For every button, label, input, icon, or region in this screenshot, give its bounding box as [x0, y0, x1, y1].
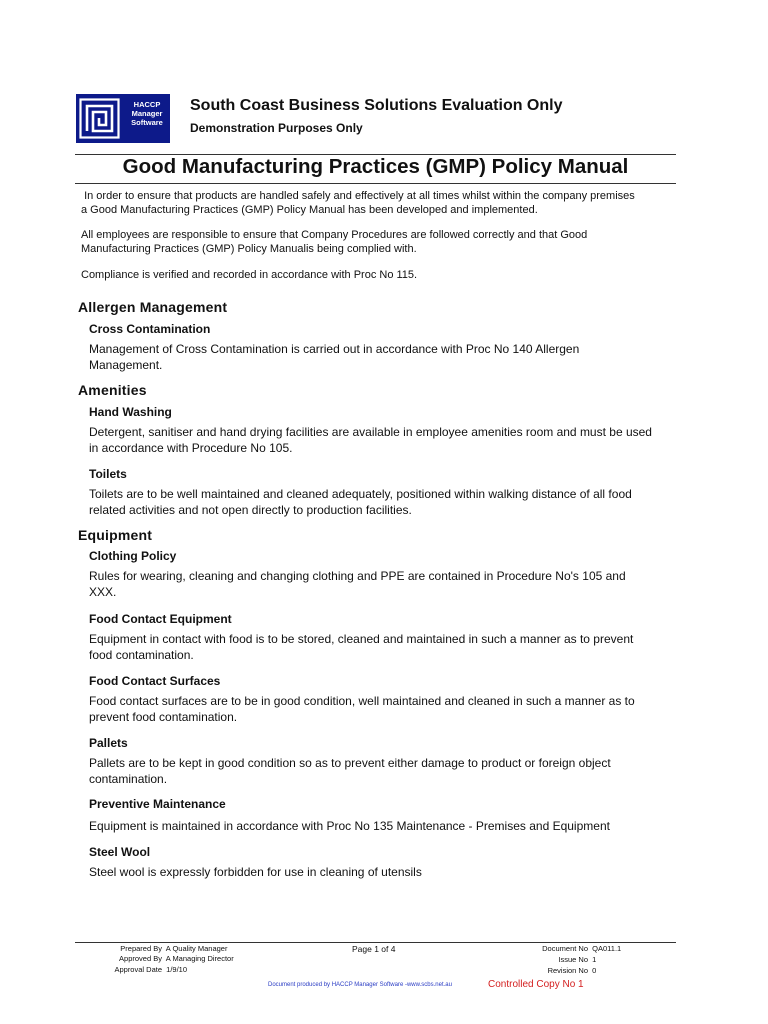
- page-title: Good Manufacturing Practices (GMP) Policy Manual: [122, 155, 629, 178]
- approved-by-label: Approved By: [119, 954, 162, 963]
- revision-no-value: 0: [592, 966, 597, 975]
- subsection-title: Hand Washing: [89, 405, 172, 419]
- page-number: Page 1 of 4: [352, 944, 396, 954]
- subsection-text: Toilets are to be well maintained and cleaned adequately, positioned within walking distance of all food related activities and not open directly to production facilities.: [89, 487, 632, 517]
- issue-no-label: Issue No: [558, 955, 588, 964]
- subsection-text: Management of Cross Contamination is carried out in accordance with Proc No 140 Allergen Management.: [89, 342, 580, 372]
- subsection-title: Preventive Maintenance: [89, 797, 226, 811]
- approval-date: [100, 965, 187, 974]
- controlled-copy: Controlled Copy No 1: [488, 979, 584, 990]
- subsection-text: Food contact surfaces are to be in good condition, well maintained and cleaned in such a manner as to prevent food contamination.: [89, 694, 635, 724]
- subsection-title: Clothing Policy: [89, 549, 177, 563]
- haccp-logo: [76, 94, 170, 143]
- prepared-by: [100, 944, 227, 953]
- issue-no-value: 1: [592, 955, 597, 964]
- spiral-logo-icon: [79, 98, 120, 139]
- subsection-title: Pallets: [89, 736, 128, 750]
- subsection-text: Equipment in contact with food is to be stored, cleaned and maintained in such a manner as to prevent food contamination.: [89, 632, 634, 662]
- subsection-text: Detergent, sanitiser and hand drying facilities are available in employee amenities room and must be used in accordance with Procedure No 105.: [89, 425, 652, 455]
- subsection-text: Steel wool is expressly forbidden for use in cleaning of utensils: [89, 865, 422, 879]
- subsection-title: Food Contact Surfaces: [89, 674, 221, 688]
- demo-notice: Demonstration Purposes Only: [190, 121, 363, 135]
- subsection-text: Rules for wearing, cleaning and changing clothing and PPE are contained in Procedure No's 105 and XXX.: [89, 569, 626, 599]
- approved-by: [100, 954, 234, 963]
- subsection-title: Food Contact Equipment: [89, 612, 232, 626]
- document-no-label: Document No: [542, 944, 588, 953]
- section-heading-allergen: Allergen Management: [78, 299, 228, 315]
- subsection-title: Toilets: [89, 467, 127, 481]
- document-no: [530, 944, 621, 953]
- prepared-by-value: A Quality Manager: [165, 944, 228, 953]
- section-heading-equipment: Equipment: [78, 527, 153, 543]
- revision-no: [530, 966, 596, 975]
- logo-line: HACCP: [133, 100, 161, 109]
- logo-text: [126, 100, 168, 127]
- prepared-by-label: Prepared By: [120, 944, 162, 953]
- subsection-text: Equipment is maintained in accordance with Proc No 135 Maintenance - Premises and Equipment: [89, 819, 610, 833]
- issue-no: [530, 955, 596, 964]
- approved-by-value: A Managing Director: [165, 954, 234, 963]
- company-name: South Coast Business Solutions Evaluation Only: [190, 97, 563, 114]
- approval-date-label: Approval Date: [114, 965, 162, 974]
- subsection-title: Steel Wool: [89, 845, 151, 859]
- subsection-text: Pallets are to be kept in good condition so as to prevent either damage to product or foreign object contamination.: [89, 756, 611, 786]
- logo-line: Software: [131, 118, 163, 127]
- intro-paragraph: In order to ensure that products are handled safely and effectively at all times whilst within the company premises a Good Manufacturing Practices (GMP) Policy Manual has been developed and implemented.: [81, 190, 635, 216]
- intro-paragraph: Compliance is verified and recorded in accordance with Proc No 115.: [81, 269, 418, 281]
- document-no-value: QA011.1: [592, 944, 622, 953]
- revision-no-label: Revision No: [547, 966, 588, 975]
- approval-date-value: 1/9/10: [166, 965, 188, 974]
- produced-by-note: Document produced by HACCP Manager Software -www.scbs.net.au: [268, 982, 452, 988]
- title-divider: [75, 183, 676, 184]
- section-heading-amenities: Amenities: [78, 382, 147, 398]
- intro-paragraph: All employees are responsible to ensure that Company Procedures are followed correctly and that Good Manufacturing Practices (GMP) Policy Manualis being complied with.: [81, 229, 588, 255]
- subsection-title: Cross Contamination: [89, 322, 211, 336]
- logo-line: Manager: [131, 109, 163, 118]
- footer-divider: [75, 942, 676, 943]
